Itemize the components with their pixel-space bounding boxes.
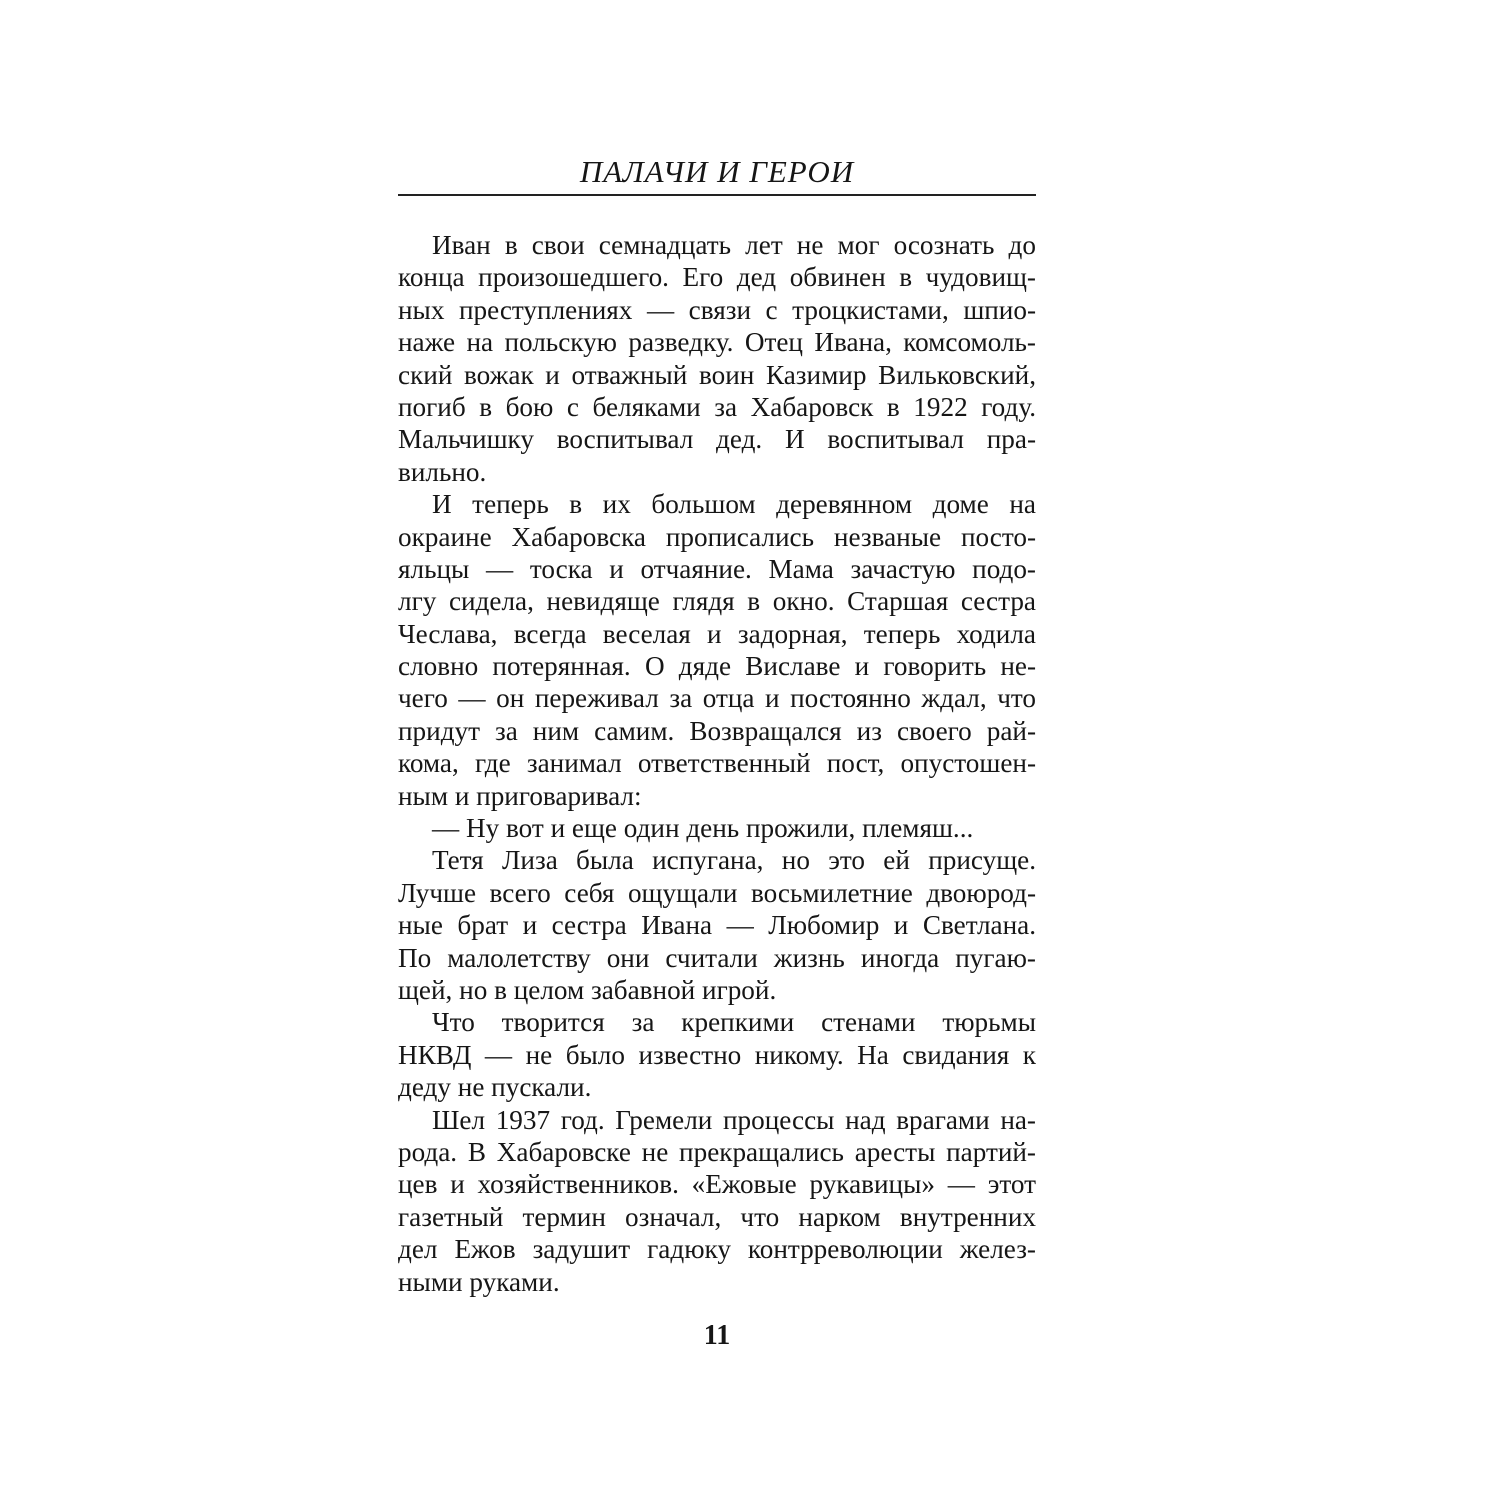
text-line: ные брат и сестра Ивана — Любомир и Светлана. [398, 910, 1036, 941]
text-line: вильно. [398, 456, 487, 487]
text-line: цев и хозяйственников. «Ежовые рукавицы» — этот [398, 1169, 1036, 1200]
text-line: чего — он переживал за отца и постоянно ждал, что [398, 683, 1036, 714]
text-line: яльцы — тоска и отчаяние. Мама зачастую подо- [398, 553, 1036, 584]
text-line: кома, где занимал ответственный пост, опустошен- [398, 748, 1036, 779]
text-line: конца произошедшего. Его дед обвинен в чудовищ- [398, 262, 1036, 293]
text-line: погиб в бою с беляками за Хабаровск в 1922 году. [398, 391, 1036, 422]
header-rule [398, 194, 1036, 196]
paragraph [398, 1104, 1036, 1298]
body-text [398, 229, 1036, 1298]
page-number: 11 [703, 1320, 731, 1351]
paragraph [398, 1006, 1036, 1103]
running-title: ПАЛАЧИ И ГЕРОИ [579, 154, 855, 189]
text-line: ных преступлениях — связи с троцкистами, шпио- [398, 294, 1036, 325]
text-line: Шел 1937 год. Гремели процессы над врагами на- [432, 1104, 1036, 1135]
text-line: Иван в свои семнадцать лет не мог осознать до [432, 230, 1036, 260]
paragraph [398, 488, 1036, 812]
text-line: газетный термин означал, что нарком внутренних [398, 1201, 1036, 1232]
text-line: — Ну вот и еще один день прожили, племяш... [432, 813, 974, 844]
text-line: По малолетству они считали жизнь иногда пугаю- [398, 942, 1036, 973]
text-line: И теперь в их большом деревянном доме на [432, 489, 1036, 520]
text-line: словно потерянная. О дяде Виславе и говорить не- [398, 651, 1036, 682]
text-line: Лучше всего себя ощущали восьмилетние двоюрод- [398, 877, 1036, 908]
text-line: НКВД — не было известно никому. На свидания к [398, 1039, 1036, 1070]
text-line: дел Ежов задушит гадюку контрреволюции желез- [398, 1234, 1036, 1265]
text-line: ными руками. [398, 1266, 560, 1297]
dialogue-paragraph [398, 812, 1036, 844]
paragraph [398, 229, 1036, 488]
text-line: щей, но в целом забавной игрой. [398, 974, 777, 1005]
text-line: Что творится за крепкими стенами тюрьмы [432, 1007, 1036, 1038]
paragraph [398, 844, 1036, 1006]
text-line: рода. В Хабаровске не прекращались аресты партий- [398, 1136, 1036, 1167]
text-line: ский вожак и отважный воин Казимир Вильковский, [398, 359, 1036, 390]
text-line: наже на польскую разведку. Отец Ивана, комсомоль- [398, 327, 1036, 358]
text-line: лгу сидела, невидяще глядя в окно. Старшая сестра [398, 586, 1036, 617]
text-line: деду не пускали. [398, 1072, 592, 1103]
text-line: ным и приговаривал: [398, 780, 642, 811]
text-line: придут за ним самим. Возвращался из своего рай- [398, 715, 1036, 746]
text-line: Мальчишку воспитывал дед. И воспитывал пра- [398, 424, 1036, 455]
text-line: Чеслава, всегда веселая и задорная, теперь ходила [398, 618, 1036, 649]
text-line: Тетя Лиза была испугана, но это ей присуще. [432, 845, 1036, 876]
text-line: окраине Хабаровска прописались незваные посто- [398, 521, 1036, 552]
